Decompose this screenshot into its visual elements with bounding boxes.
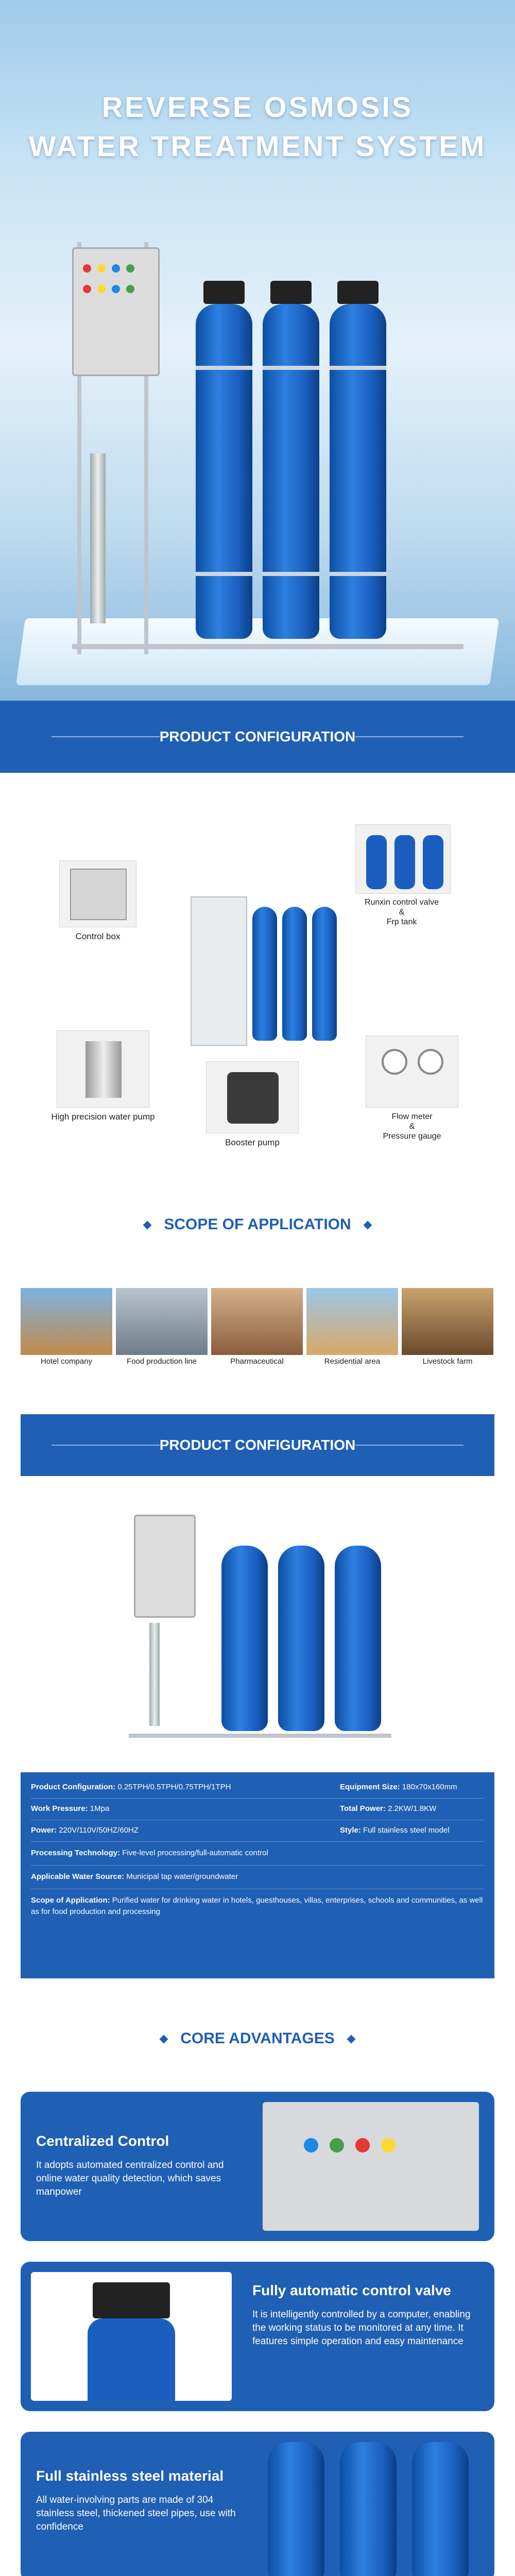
frp-tank-photo (355, 824, 451, 894)
spec-label: Work Pressure: (31, 1804, 88, 1813)
hero-title (0, 88, 515, 166)
advantage-text: All water-involving parts are made of 304 stainless steel, thickened steel pipes, use with confidence (36, 2495, 236, 2532)
tank-icon (366, 835, 387, 889)
frp-tank (412, 2442, 469, 2576)
frp-tank (282, 907, 307, 1041)
control-valve-photo (31, 2272, 232, 2401)
scope-tile (21, 1288, 112, 1376)
frp-tank (268, 2442, 324, 2576)
indicator-light-icon (126, 285, 134, 293)
indicator-light-icon (112, 264, 120, 273)
pressure-gauge-icon (418, 1049, 443, 1075)
spec-label: Total Power: (340, 1804, 386, 1813)
booster-pump-photo (206, 1061, 299, 1133)
spec-label: Product Configuration: (31, 1783, 116, 1791)
section-title: CORE ADVANTAGES (180, 2030, 335, 2047)
frp-tank (312, 907, 337, 1041)
indicator-light-icon (97, 285, 106, 293)
scope-label: Food production line (127, 1357, 197, 1366)
spec-row (31, 1895, 484, 1918)
spec-label: Style: (340, 1826, 361, 1835)
tank-band (263, 572, 319, 576)
spec-value: 220V/110V/50HZ/60HZ (59, 1826, 139, 1835)
advantage-card (21, 2432, 494, 2576)
control-box-icon (70, 869, 127, 920)
spec-value: 180x70x160mm (402, 1783, 457, 1791)
control-cabinet (134, 1515, 196, 1618)
section-header-product-config (21, 1414, 494, 1476)
scope-label: Hotel company (40, 1357, 93, 1366)
indicator-light-icon (304, 2138, 318, 2153)
spec-value: Full stainless steel model (363, 1826, 450, 1835)
spec-row (31, 1803, 484, 1815)
spec-divider (31, 1798, 484, 1799)
spec-value: Purified water for drinking water in hotels, guesthouses, villas, enterprises, schools and communities, as well as for food production and processing (31, 1896, 483, 1916)
frp-tank (221, 1546, 268, 1731)
tank-icon (423, 835, 443, 889)
hero-title-line1: REVERSE OSMOSIS (101, 91, 414, 123)
tank-band (330, 366, 386, 370)
diamond-icon (347, 2035, 356, 2044)
control-valve-icon (337, 281, 379, 304)
indicator-light-icon (112, 285, 120, 293)
flow-meter-photo (366, 1036, 458, 1108)
spec-value: 1Mpa (90, 1804, 110, 1813)
spec-label: Processing Technology: (31, 1849, 121, 1857)
control-valve-icon (203, 281, 245, 304)
tank-band (196, 572, 252, 576)
pressure-gauge-icon (382, 1049, 407, 1075)
membrane-housing (149, 1623, 160, 1726)
unit-overview (191, 896, 247, 1046)
scope-label: Pharmaceutical (230, 1357, 284, 1366)
scope-tile (306, 1288, 398, 1376)
spec-row (31, 1871, 484, 1883)
scope-tile (211, 1288, 303, 1376)
component-caption: Control box (75, 931, 121, 941)
tank-band (196, 366, 252, 370)
frp-tank (340, 2442, 397, 2576)
spec-value: 0.25TPH/0.5TPH/0.75TPH/1TPH (117, 1783, 231, 1791)
frp-tank (263, 304, 319, 639)
spec-row (31, 1848, 484, 1859)
section-title: PRODUCT CONFIGURATION (159, 728, 356, 744)
spec-label: Scope of Application: (31, 1896, 110, 1905)
component-caption: High precision water pump (51, 1112, 155, 1122)
spec-value: Five-level processing/full-automatic control (122, 1849, 268, 1857)
section-title-scope (0, 1216, 515, 1233)
spec-divider (31, 1841, 484, 1842)
section-title-core (0, 2030, 515, 2047)
advantage-title: Centralized Control (36, 2133, 169, 2149)
scope-label: Livestock farm (422, 1357, 473, 1366)
spec-value: 2.2KW/1.8KW (388, 1804, 437, 1813)
diamond-icon (364, 1221, 372, 1230)
advantage-card (21, 2262, 494, 2411)
hero-title-line2: WATER TREATMENT SYSTEM (28, 130, 487, 162)
advantage-title: Fully automatic control valve (252, 2282, 451, 2298)
spec-value: Municipal tap water/groundwater (126, 1872, 238, 1881)
water-pump-photo (57, 1030, 149, 1108)
scope-photo (21, 1288, 112, 1355)
section-title: SCOPE OF APPLICATION (164, 1216, 351, 1233)
indicator-light-icon (97, 264, 106, 273)
diamond-icon (143, 1221, 151, 1230)
indicator-light-icon (330, 2138, 344, 2153)
spec-divider (31, 1865, 484, 1866)
advantage-title: Full stainless steel material (36, 2468, 224, 2484)
scope-label: Residential area (324, 1357, 381, 1366)
control-panel-photo (263, 2102, 479, 2231)
product-photo (129, 1515, 397, 1747)
spec-table (21, 1772, 494, 1978)
scope-photo (116, 1288, 208, 1355)
spec-label: Equipment Size: (340, 1783, 400, 1791)
booster-pump-icon (227, 1072, 279, 1124)
advantage-text: It is intelligently controlled by a computer, enabling the working status to be monitored at any time. It features simple operation and easy maintenance (252, 2309, 471, 2347)
spec-label: Power: (31, 1826, 57, 1835)
component-caption: Flow meter & Pressure gauge (383, 1112, 441, 1141)
component-caption: Booster pump (225, 1138, 280, 1147)
hero-banner (0, 0, 515, 773)
indicator-light-icon (355, 2138, 370, 2153)
tank-icon (394, 835, 415, 889)
tank-band (330, 572, 386, 576)
advantage-card (21, 2092, 494, 2241)
indicator-light-icon (126, 264, 134, 273)
component-caption: Runxin control valve & Frp tank (364, 898, 439, 926)
indicator-light-icon (381, 2138, 396, 2153)
scope-photo (211, 1288, 303, 1355)
frp-tank (330, 304, 386, 639)
spec-row (31, 1782, 484, 1793)
scope-tile (116, 1288, 208, 1376)
pump-icon (85, 1041, 122, 1098)
frp-tank (278, 1546, 324, 1731)
control-box-photo (59, 860, 136, 927)
scope-tile (402, 1288, 493, 1376)
indicator-light-icon (83, 285, 91, 293)
frp-tank (252, 907, 277, 1041)
control-valve-icon (93, 2282, 170, 2318)
indicator-light-icon (83, 264, 91, 273)
scope-photo (402, 1288, 493, 1355)
spec-label: Applicable Water Source: (31, 1872, 125, 1881)
section-header-product-config (21, 719, 494, 755)
tank-band (263, 366, 319, 370)
frame-base (129, 1734, 391, 1738)
control-valve-icon (270, 281, 312, 304)
ice-platform (16, 618, 499, 685)
spec-row (31, 1825, 484, 1836)
frame-base (72, 644, 464, 649)
scope-photo (306, 1288, 398, 1355)
advantage-text: It adopts automated centralized control and online water quality detection, which saves manpower (36, 2160, 224, 2197)
section-title: PRODUCT CONFIGURATION (159, 1437, 356, 1453)
control-cabinet (72, 247, 160, 376)
tank-icon (88, 2318, 175, 2401)
frp-tank (335, 1546, 381, 1731)
frp-tank (196, 304, 252, 639)
diamond-icon (159, 2035, 168, 2044)
membrane-housing (90, 453, 106, 623)
